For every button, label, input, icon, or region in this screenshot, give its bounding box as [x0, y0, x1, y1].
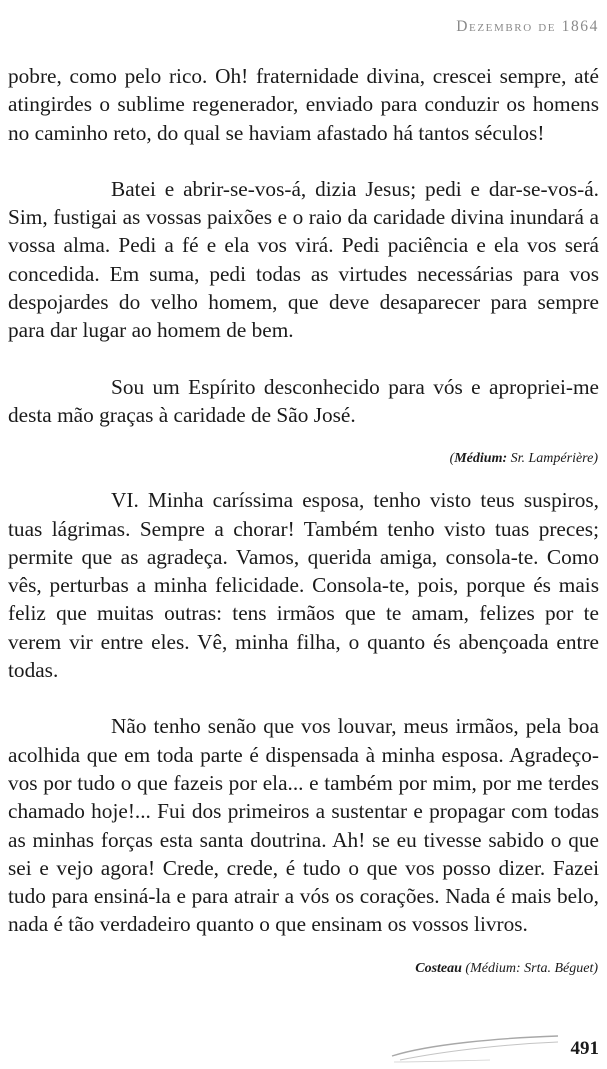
paragraph-gap	[8, 429, 599, 449]
attribution-medium-name: (Médium: Srta. Béguet)	[461, 960, 598, 976]
attribution-label: Médium:	[454, 451, 508, 467]
medium-attribution-1	[8, 449, 599, 469]
paragraph-5: Não tenho senão que vos louvar, meus irmãos, pela boa acolhida que em toda parte é dispensada à minha esposa. Agradeço-vos por tudo o que fazeis por ela... e também por mim, por me terdes chamado hoje!... Fui dos primeiros a sustentar e propagar com todas as minhas forças esta santa doutrina. Ah! se eu tivesse sabido o que sei e vejo agora! Crede, crede, é tudo o que vos posso dizer. Fazei tudo para ensiná-la e para atrair a vós os corações. Nada é mais belo, nada é tão verdadeiro quanto o que ensinam os vossos livros.	[8, 714, 599, 937]
paragraph-4: VI. Minha caríssima esposa, tenho visto teus suspiros, tuas lágrimas. Sempre a chorar! Também tenho visto tuas preces; permite que as agradeça. Vamos, querida amiga, consola-te. Como vês, perturbas a minha felicidade. Consola-te, pois, porque és mais feliz que muitas outras: tens irmãos que te amam, felizes por te verem vir entre eles. Vê, minha filha, o quanto és abençoada entre todas.	[8, 488, 599, 683]
paragraph-gap	[8, 147, 599, 175]
medium-attribution-2	[8, 959, 599, 979]
page-body	[8, 62, 599, 979]
decorative-swoosh-icon	[390, 1032, 560, 1066]
paragraph-3: Sou um Espírito desconhecido para vós e apropriei-me desta mão graças à caridade de São José.	[8, 374, 599, 427]
page-number: 491	[570, 1038, 599, 1059]
paragraph-gap	[8, 469, 599, 486]
paragraph-gap	[8, 939, 599, 959]
attribution-medium-name: Sr. Lampérière)	[507, 451, 598, 467]
attribution-open-paren: (	[449, 451, 455, 467]
paragraph-gap	[8, 684, 599, 712]
paragraph-gap	[8, 345, 599, 373]
attribution-spirit-name: Costeau	[415, 960, 462, 976]
page-footer	[0, 1032, 607, 1069]
paragraph-1: pobre, como pelo rico. Oh! fraternidade divina, crescei sempre, até atingirdes o sublime regenerador, enviado para conduzir os homens no caminho reto, do qual se haviam afastado há tantos séculos!	[8, 64, 599, 145]
running-header: Dezembro de 1864	[456, 18, 599, 35]
paragraph-2: Batei e abrir-se-vos-á, dizia Jesus; pedi e dar-se-vos-á. Sim, fustigai as vossas paixões e o raio da caridade divina inundará a vossa alma. Pedi a fé e ela vos virá. Pedi paciência e ela vos será concedida. Em suma, pedi todas as virtudes necessárias para vos despojardes do velho homem, que deve desaparecer para sempre para dar lugar ao homem de bem.	[8, 176, 599, 343]
